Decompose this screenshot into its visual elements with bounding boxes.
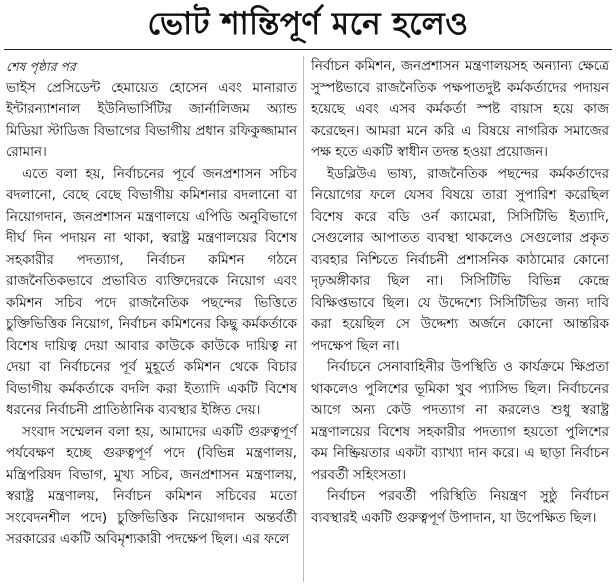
paragraph: এতে বলা হয়, নির্বাচনের পূর্বে জনপ্রশাসন সচিব বদলানো, বেছে বেছে বিভাগীয় কমিশনার বদলানো বা নিয়োগদান, জনপ্রশাসন মন্ত্রণালয়ে এপিডি অনুবিভাগে দীর্ঘ দিন পদায়ন না থাকা, স্বরাষ্ট্র মন্ত্রণালয়ের বিশেষ সহকারীর পদত্যাগ, নির্বাচন কমিশন গঠনে রাজনৈতিকভাবে প্রভাবিত ব্যক্তিদেরকে নিয়োগ এবং কমিশন সচিব পদে রাজনৈতিক পছন্দের ভিত্তিতে চুক্তিভিত্তিক নিয়োগ, নির্বাচন কমিশনের কিছু কর্মকর্তাকে বিশেষ দায়িত্ব দেয়া আবার কাউকে কাউকে দায়িত্ব না দেয়া বা নির্বাচনের পূর্ব মুহূর্তে কমিশন থেকে বিচার বিভাগীয় কর্মকর্তাকে বদলি করা ইত্যাদি একটি বিশেষ ধরনের নির্বাচনী প্রাতিষ্ঠানিক ব্যবস্থার ইঙ্গিত দেয়। [6,166,297,418]
paragraph: নির্বাচন পরবর্তী পরিস্থিতি নিয়ন্ত্রণ সুষ্ঠু নির্বাচন ব্যবস্থারই একটি গুরুত্বপূর্ণ উপাদান, যা উপেক্ষিত ছিল। [311,489,609,526]
paragraph: ভাইস প্রেসিডেন্ট হেমায়েত হোসেন এবং মানারাত ইন্টারন্যাশনাল ইউনিভার্সিটির জার্নালিজম অ্যান্ড মিডিয়া স্টাডিজ বিভাগের বিভাগীয় প্রধান রফিকুজ্জামান রোমান। [6,80,297,160]
column-divider [303,56,304,582]
right-column [311,56,609,529]
headline: ভোট শান্তিপূর্ণ মনে হলেও [147,6,469,42]
continued-label: শেষ পৃষ্ঠার পর [6,59,76,74]
paragraph: নির্বাচন কমিশন, জনপ্রশাসন মন্ত্রণালয়সহ অন্যান্য ক্ষেত্রে সুস্পষ্টভাবে রাজনৈতিক পক্ষপাতদুষ্ট কর্মকর্তাদের পদায়ন হয়েছে এবং এসব কর্মকর্তা স্পষ্ট বায়াস হয়ে কাজ করেছেন। আমরা মনে করি এ বিষয়ে নাগরিক সমাজের পক্ষ হতে একটি স্বাধীন তদন্ত হওয়া প্রয়োজন। [311,59,609,160]
paragraph: নির্বাচনে সেনাবাহিনীর উপস্থিতি ও কার্যক্রমে ক্ষিপ্রতা থাকলেও পুলিশের ভূমিকা খুব প্যাসিভ ছিল। নির্বাচনের আগে অন্য কেউ পদত্যাগ না করলেও শুধু স্বরাষ্ট্র মন্ত্রণালয়ের বিশেষ সহকারীর পদত্যাগ হয়তো পুলিশের কম নিষ্ক্রিয়তার একটা ব্যাখ্যা দান করে। এ ছাড়া নির্বাচন পরবর্তী সহিংসতা। [311,360,609,483]
headline-rule [4,49,612,50]
paragraph: সংবাদ সম্মেলন বলা হয়, আমাদের একটি গুরুত্বপূর্ণ পর্যবেক্ষণ হচ্ছে গুরুত্বপূর্ণ পদে (বিভিন্ন মন্ত্রণালয়, মন্ত্রিপরিষদ বিভাগ, মুখ্য সচিব, জনপ্রশাসন মন্ত্রণালয়, স্বরাষ্ট্র মন্ত্রণালয়, নির্বাচন কমিশন সচিবের মতো সংবেদনশীল পদে) চুক্তিভিত্তিক নিয়োগদান অন্তর্বর্তী সরকারের একটি অবিমৃশ্যকারী পদক্ষেপ ছিল। এর ফলে [6,424,297,547]
left-column [6,56,297,551]
paragraph: ইডব্লিউএ ভাষ্য, রাজনৈতিক পছন্দের কর্মকর্তাদের নিয়োগের ফলে যেসব বিষয়ে তারা সুপারিশ করেছিল বিশেষ করে বডি ওর্ন ক্যামেরা, সিসিটিভি ইত্যাদি, সেগুলোর আপাতত ব্যবস্থা থাকলেও সেগুলোর প্রকৃত ব্যবহার নিশ্চিতে নির্বাচনী প্রশাসনিক কাঠামোর কোনো দৃঢ়অঙ্গীকার ছিল না। সিসিটিভি বিভিন্ন কেন্দ্রে বিক্ষিপ্তভাবে ছিল। যে উদ্দেশ্যে সিসিটিভির জন্য দাবি করা হয়েছিল সে উদ্দেশ্য অর্জনে কোনো আন্তরিক পদক্ষেপ ছিল না। [311,166,609,354]
